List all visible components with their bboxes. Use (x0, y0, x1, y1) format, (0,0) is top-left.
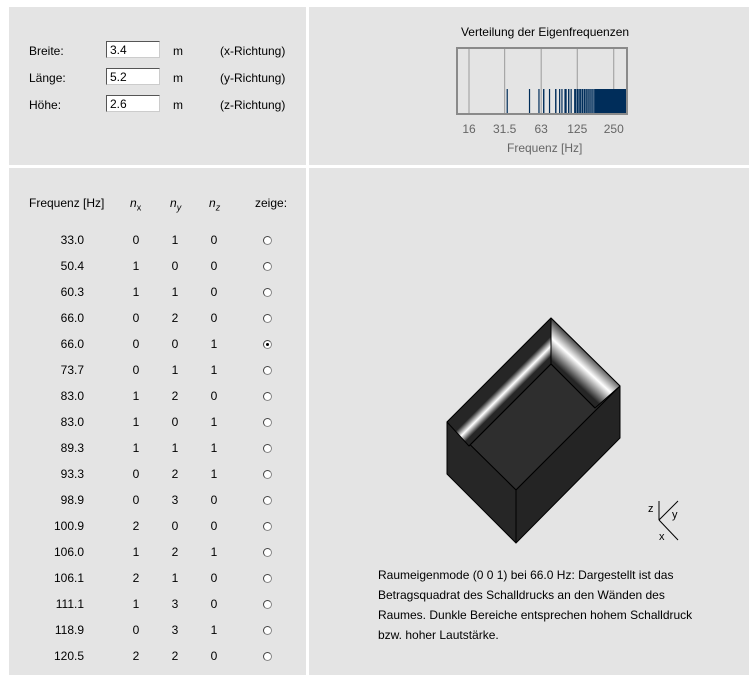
row-ny: 1 (171, 571, 179, 585)
width-label: Breite: (29, 44, 64, 58)
table-row (9, 415, 306, 437)
row-frequency: 93.3 (60, 467, 84, 481)
row-nz: 0 (210, 285, 218, 299)
row-nx: 0 (132, 233, 140, 247)
row-nx: 0 (132, 467, 140, 481)
table-row (9, 259, 306, 281)
table-row (9, 285, 306, 307)
table-row (9, 311, 306, 333)
row-frequency: 98.9 (60, 493, 84, 507)
histogram-bar (575, 89, 576, 113)
description-line: Raumeigenmode (0 0 1) bei 66.0 Hz: Dargestellt ist das (378, 568, 674, 582)
row-nz: 1 (210, 415, 218, 429)
height-direction: (z-Richtung) (220, 98, 286, 112)
room-dimensions-panel (9, 7, 306, 165)
histogram-bar (564, 89, 565, 113)
histogram-tick-label: 125 (567, 122, 588, 136)
row-nx: 1 (132, 259, 140, 273)
row-nx: 1 (132, 415, 140, 429)
header-ny: $n_y$ (170, 196, 182, 213)
row-ny: 3 (171, 493, 179, 507)
row-nx: 2 (132, 649, 140, 663)
table-row (9, 597, 306, 619)
row-nz: 1 (210, 545, 218, 559)
row-ny: 1 (171, 363, 179, 377)
histogram-tick-label: 63 (534, 122, 548, 136)
show-mode-radio[interactable] (263, 236, 272, 245)
row-ny: 0 (171, 415, 179, 429)
table-row (9, 649, 306, 671)
table-row (9, 519, 306, 541)
histogram-bar (568, 89, 569, 113)
histogram-bar-gap (592, 89, 593, 113)
row-ny: 0 (171, 519, 179, 533)
row-ny: 2 (171, 389, 179, 403)
histogram-bar (529, 89, 530, 113)
row-nx: 1 (132, 285, 140, 299)
row-ny: 0 (171, 259, 179, 273)
length-direction: (y-Richtung) (220, 71, 286, 85)
row-frequency: 118.9 (54, 623, 84, 637)
show-mode-radio[interactable] (263, 314, 272, 323)
histogram-bar-gap (588, 89, 589, 113)
histogram-bar-gap (590, 89, 591, 113)
table-row (9, 467, 306, 489)
row-ny: 2 (171, 467, 179, 481)
row-nz: 0 (210, 597, 218, 611)
table-row (9, 441, 306, 463)
row-frequency: 120.5 (53, 649, 84, 663)
row-frequency: 83.0 (60, 415, 84, 429)
row-nz: 1 (210, 337, 218, 351)
mode-list-panel (9, 168, 306, 675)
show-mode-radio[interactable] (263, 626, 272, 635)
histogram-bar (559, 89, 560, 113)
row-frequency: 100.9 (53, 519, 84, 533)
row-ny: 1 (171, 233, 179, 247)
row-nz: 0 (210, 389, 218, 403)
histogram-bar (571, 89, 572, 113)
row-nx: 2 (132, 571, 140, 585)
description-line: bzw. hoher Lautstärke. (378, 628, 499, 642)
width-direction: (x-Richtung) (220, 44, 286, 58)
row-frequency: 66.0 (60, 337, 84, 351)
row-ny: 0 (171, 337, 179, 351)
height-unit: m (173, 98, 183, 112)
row-nz: 0 (210, 259, 218, 273)
length-unit: m (173, 71, 183, 85)
row-nx: 1 (132, 597, 140, 611)
histogram-bar-gap (581, 89, 582, 113)
row-frequency: 106.0 (53, 545, 84, 559)
row-nx: 2 (132, 519, 140, 533)
show-mode-radio[interactable] (263, 652, 272, 661)
frequency-distribution-panel (309, 7, 749, 165)
histogram-bar-gap (593, 89, 594, 113)
table-row (9, 363, 306, 385)
table-row (9, 233, 306, 255)
row-nx: 0 (132, 337, 140, 351)
length-label: Länge: (29, 71, 66, 85)
row-nx: 1 (132, 545, 140, 559)
show-mode-radio[interactable] (263, 496, 272, 505)
row-frequency: 66.0 (60, 311, 84, 325)
row-ny: 2 (171, 545, 179, 559)
row-nz: 1 (210, 441, 218, 455)
table-row (9, 545, 306, 567)
row-ny: 2 (171, 311, 179, 325)
row-ny: 1 (171, 285, 179, 299)
row-nx: 1 (132, 441, 140, 455)
width-unit: m (173, 44, 183, 58)
row-frequency: 50.4 (60, 259, 84, 273)
table-row (9, 571, 306, 593)
show-mode-radio[interactable] (263, 392, 272, 401)
show-mode-radio[interactable] (263, 574, 272, 583)
row-nz: 1 (210, 363, 218, 377)
table-row (9, 623, 306, 645)
mode-description (378, 565, 718, 645)
histogram-tick-label: 16 (462, 122, 476, 136)
show-mode-radio[interactable] (263, 366, 272, 375)
row-nz: 0 (210, 649, 218, 663)
histogram-bar-gap (585, 89, 586, 113)
row-frequency: 83.0 (60, 389, 84, 403)
show-mode-radio[interactable] (263, 444, 272, 453)
histogram-tick-label: 31.5 (492, 122, 517, 136)
row-nx: 1 (132, 389, 140, 403)
show-mode-radio[interactable] (263, 262, 272, 271)
histogram-bar (549, 89, 550, 113)
row-ny: 1 (171, 441, 179, 455)
histogram-xlabel: Frequenz [Hz] (507, 141, 583, 155)
row-ny: 3 (171, 597, 179, 611)
row-nx: 0 (132, 363, 140, 377)
description-line: Betragsquadrat des Schalldrucks an den Wänden des (378, 588, 665, 602)
table-row (9, 389, 306, 411)
room-3d-view (309, 168, 749, 558)
table-row (9, 493, 306, 515)
show-mode-radio[interactable] (263, 288, 272, 297)
histogram-tick-label: 250 (603, 122, 624, 136)
row-frequency: 89.3 (60, 441, 84, 455)
header-nz: $n_z$ (209, 196, 221, 213)
row-nz: 0 (210, 493, 218, 507)
row-frequency: 60.3 (60, 285, 84, 299)
row-nz: 1 (210, 623, 218, 637)
header-frequency: Frequenz [Hz] (29, 196, 105, 210)
header-show: zeige: (255, 196, 288, 210)
row-nz: 0 (210, 311, 218, 325)
show-mode-radio[interactable] (263, 418, 272, 427)
histogram-bar-gap (583, 89, 584, 113)
axis-label-y: y (672, 509, 678, 521)
width-input[interactable] (106, 41, 160, 58)
histogram-bar-gap (579, 89, 580, 113)
show-mode-radio[interactable] (263, 470, 272, 479)
histogram-bar (565, 89, 566, 113)
height-input[interactable] (106, 95, 160, 112)
room-view-panel (309, 168, 749, 675)
description-line: Raumes. Dunkle Bereiche entsprechen hohem Schalldruck (378, 608, 693, 622)
header-nx: $n_x$ (130, 196, 142, 213)
row-nx: 0 (132, 623, 140, 637)
table-row (9, 337, 306, 359)
row-frequency: 111.1 (55, 597, 84, 611)
show-mode-radio[interactable] (263, 340, 272, 349)
show-mode-radio[interactable] (263, 548, 272, 557)
histogram-bar (555, 89, 556, 113)
row-frequency: 106.1 (53, 571, 84, 585)
row-frequency: 73.7 (60, 363, 84, 377)
row-nz: 1 (210, 467, 218, 481)
show-mode-radio[interactable] (263, 600, 272, 609)
axis-label-z: z (648, 503, 654, 515)
row-nz: 0 (210, 519, 218, 533)
row-nz: 0 (210, 233, 218, 247)
histogram-bar-gap (576, 89, 577, 113)
histogram-bar (543, 89, 544, 113)
histogram-bar (538, 89, 539, 113)
row-nx: 0 (132, 493, 140, 507)
row-ny: 3 (171, 623, 179, 637)
histogram-bar (507, 89, 508, 113)
length-input[interactable] (106, 68, 160, 85)
histogram-title: Verteilung der Eigenfrequenzen (460, 25, 630, 39)
axis-label-x: x (659, 531, 665, 543)
row-ny: 2 (171, 649, 179, 663)
show-mode-radio[interactable] (263, 522, 272, 531)
histogram-bar (561, 89, 562, 113)
height-label: Höhe: (29, 98, 62, 112)
row-nx: 0 (132, 311, 140, 325)
row-frequency: 33.0 (60, 233, 84, 247)
row-nz: 0 (210, 571, 218, 585)
